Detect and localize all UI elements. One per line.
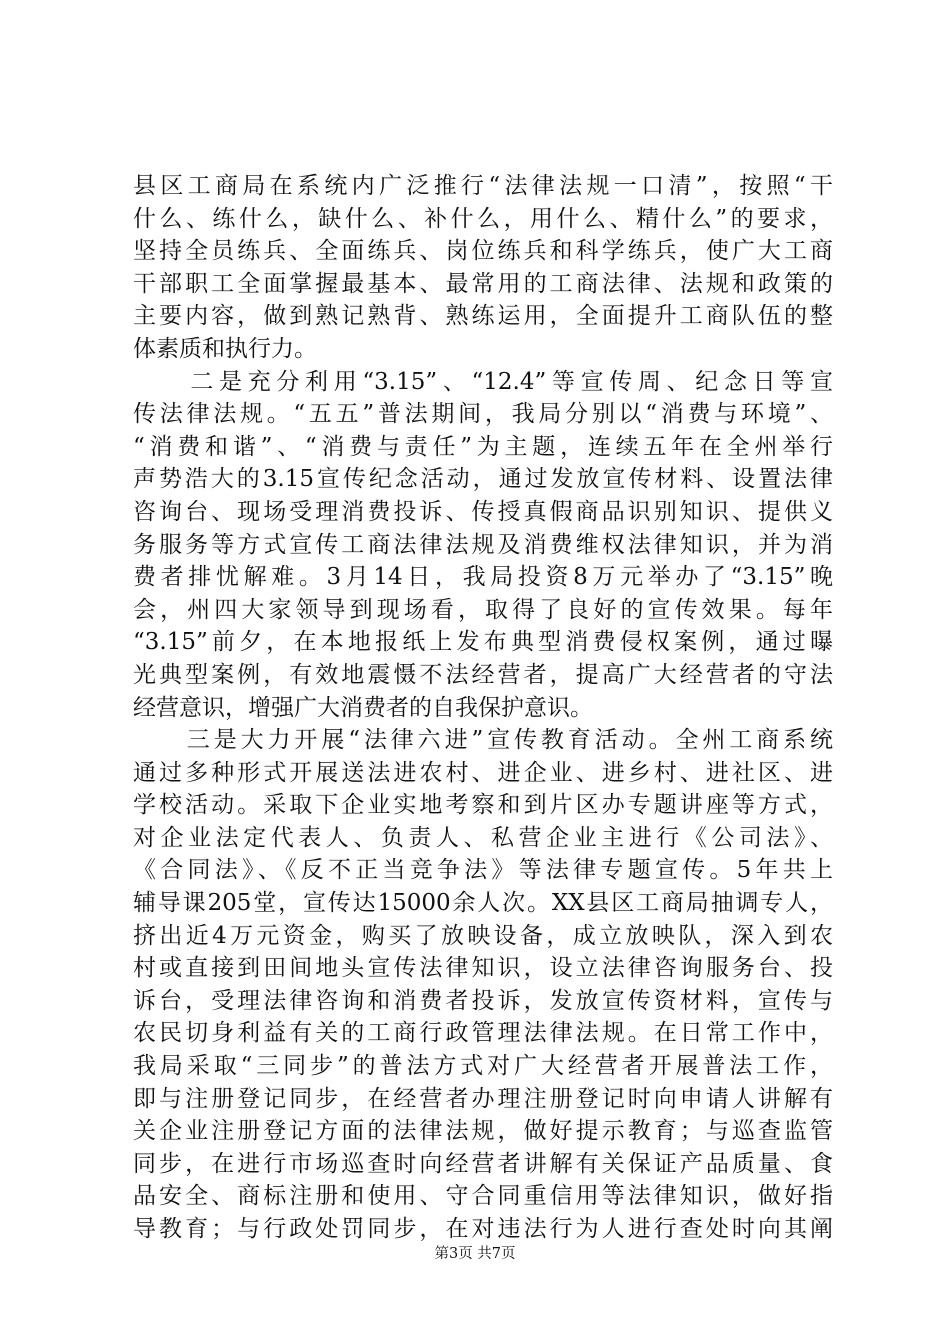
text-line: 我局采取“三同步”的普法方式对广大经营者开展普法工作， [133, 1053, 833, 1080]
text-line: 导教育；与行政处罚同步，在对违法行为人进行查处时向其阐 [133, 1216, 833, 1242]
text-line: 学校活动。采取下企业实地考察和到片区办专题讲座等方式， [133, 792, 833, 819]
text-line: 什么、练什么，缺什么、补什么，用什么、精什么”的要求， [133, 205, 833, 232]
text-line: 即与注册登记同步，在经营者办理注册登记时向申请人讲解有 [133, 1085, 833, 1112]
text-line: “消费和谐”、“消费与责任”为主题，连续五年在全州举行 [133, 433, 833, 460]
text-line: 村或直接到田间地头宣传法律知识，设立法律咨询服务台、投 [133, 955, 833, 982]
text-line: 坚持全员练兵、全面练兵、岗位练兵和科学练兵，使广大工商 [133, 238, 833, 265]
text-line: 主要内容，做到熟记熟背、熟练运用，全面提升工商队伍的整 [133, 303, 833, 330]
page-footer: 第3页 共7页 [434, 1246, 516, 1262]
text-line: 同步，在进行市场巡查时向经营者讲解有关保证产品质量、食 [133, 1150, 833, 1177]
text-line: 光典型案例，有效地震慑不法经营者，提高广大经营者的守法 [133, 661, 833, 688]
text-line: 关企业注册登记方面的法律法规，做好提示教育；与巡查监管 [133, 1118, 833, 1145]
text-line: 经营意识，增强广大消费者的自我保护意识。 [133, 694, 593, 721]
text-line: 二是充分利用“3.15”、“12.4”等宣传周、纪念日等宣 [133, 368, 833, 395]
text-line: 咨询台、现场受理消费投诉、传授真假商品识别知识、提供义 [133, 498, 833, 525]
text-line: 县区工商局在系统内广泛推行“法律法规一口清”，按照“干 [133, 173, 833, 199]
body-text [133, 170, 833, 1246]
text-line: 干部职工全面掌握最基本、最常用的工商法律、法规和政策的 [133, 270, 833, 297]
text-line: 诉台，受理法律咨询和消费者投诉，发放宣传资材料，宣传与 [133, 987, 833, 1014]
text-line: 费者排忧解难。3月14日，我局投资8万元举办了“3.15”晚 [133, 564, 833, 591]
text-line: 农民切身利益有关的工商行政管理法律法规。在日常工作中， [133, 1020, 833, 1047]
text-line: 声势浩大的3.15宣传纪念活动，通过发放宣传材料、设置法律 [133, 466, 833, 493]
text-line: 三是大力开展“法律六进”宣传教育活动。全州工商系统 [133, 727, 833, 754]
text-line: 务服务等方式宣传工商法律法规及消费维权法律知识，并为消 [133, 531, 833, 558]
text-line: 通过多种形式开展送法进农村、进企业、进乡村、进社区、进 [133, 759, 833, 786]
text-line: 体素质和执行力。 [133, 335, 317, 362]
text-line: 传法律法规。“五五”普法期间，我局分别以“消费与环境”、 [133, 401, 833, 428]
text-line: “3.15”前夕，在本地报纸上发布典型消费侵权案例，通过曝 [133, 629, 833, 656]
text-line: 挤出近4万元资金，购买了放映设备，成立放映队，深入到农 [133, 922, 833, 949]
text-line: 对企业法定代表人、负责人、私营企业主进行《公司法》、 [133, 824, 833, 851]
text-line: 辅导课205堂，宣传达15000余人次。XX县区工商局抽调专人， [133, 890, 833, 917]
text-line: 品安全、商标注册和使用、守合同重信用等法律知识，做好指 [133, 1183, 833, 1210]
text-line: 会，州四大家领导到现场看，取得了良好的宣传效果。每年 [133, 596, 833, 623]
text-line: 《合同法》、《反不正当竞争法》等法律专题宣传。5年共上 [133, 857, 833, 884]
